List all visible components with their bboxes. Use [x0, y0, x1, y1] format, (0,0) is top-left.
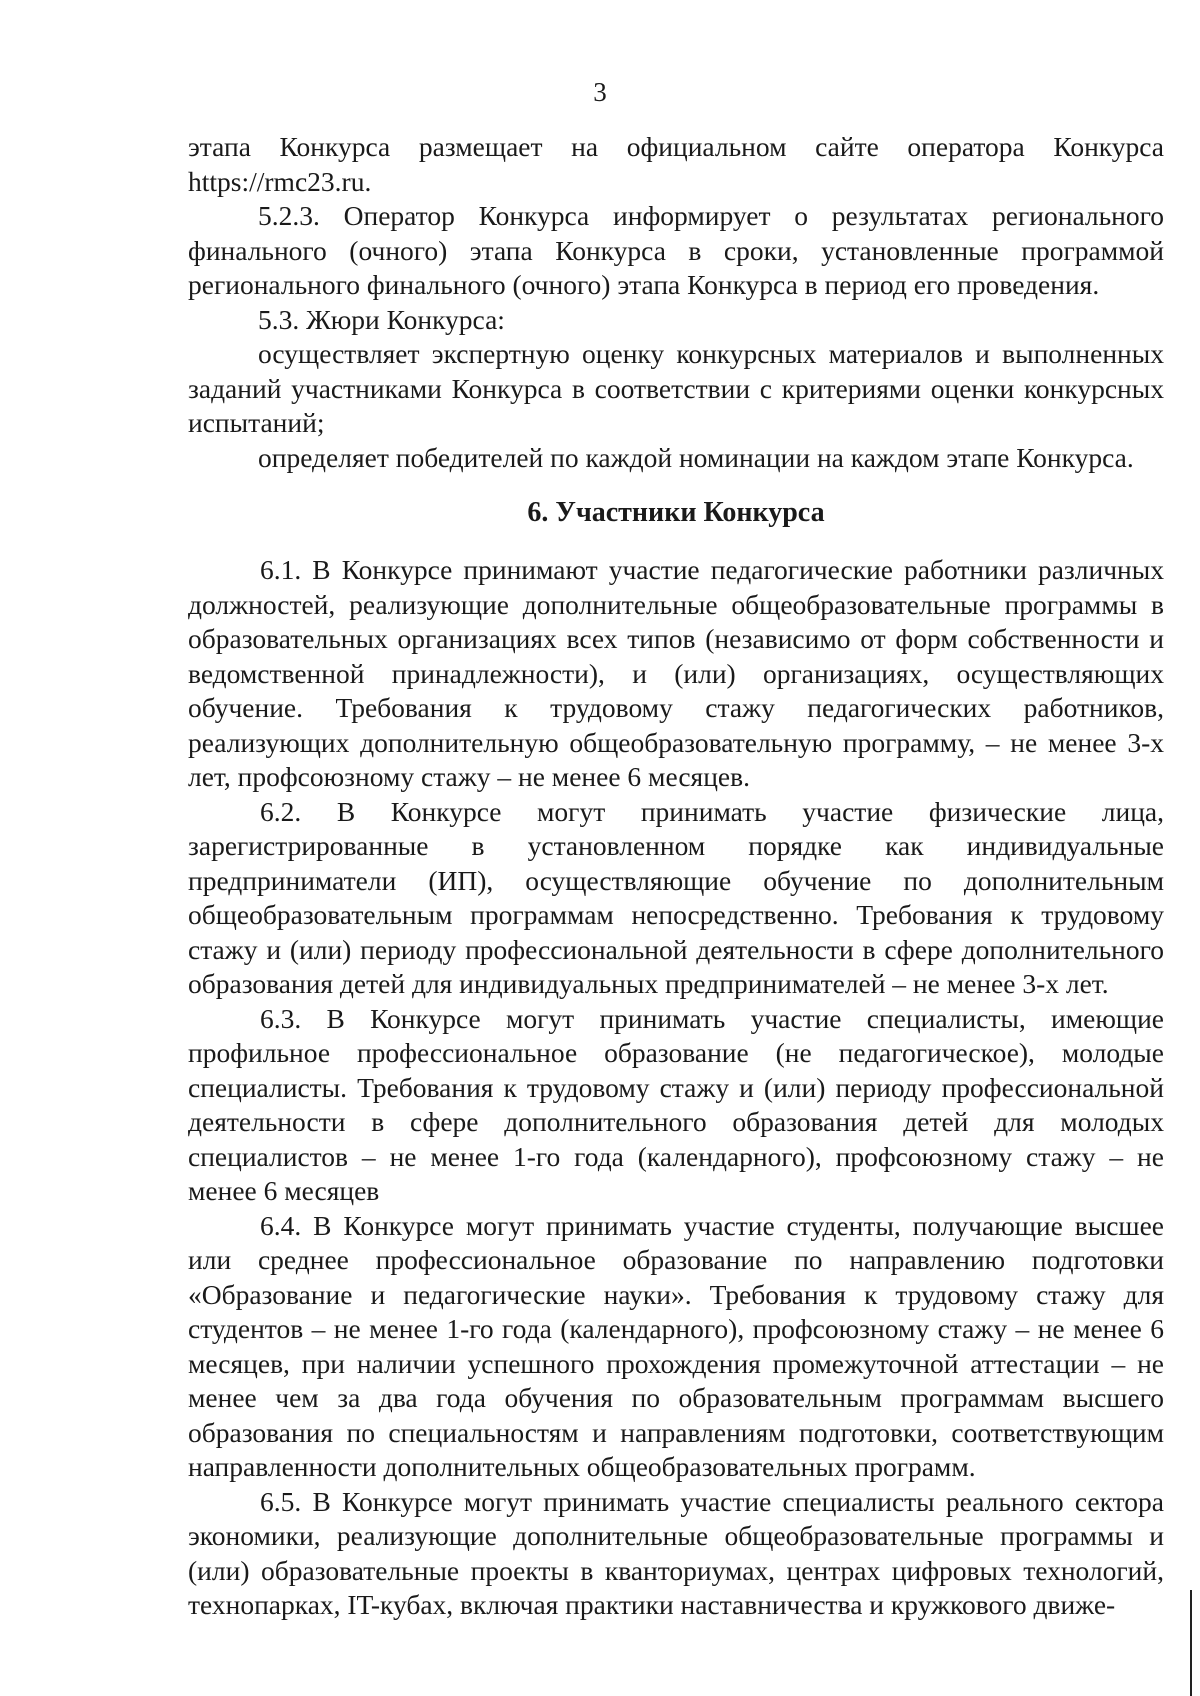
document-body: [188, 130, 1164, 1623]
section-title: 6. Участники Конкурса: [527, 497, 825, 528]
paragraph-6-2: 6.2. В Конкурсе могут принимать участие физические лица, зарегистрированные в установленном порядке как индивидуальные предприниматели (ИП), осуществляющие обучение по дополнительным общеобразовательным программам непосредственно. Требования к трудовому стажу и (или) периоду профессиональной деятельности в сфере дополнительного образования детей для индивидуальных предпринимателей – не менее 3-х лет.: [188, 795, 1164, 999]
page-number: 3: [593, 77, 607, 107]
paragraph-5-2-3: 5.2.3. Оператор Конкурса информирует о результатах регионального финального (очного) этапа Конкурса в сроки, установленные программой регионального финального (очного) этапа Конкурса в период его проведения.: [188, 200, 1164, 300]
paragraph-6-1: 6.1. В Конкурсе принимают участие педагогические работники различных должностей, реализующие дополнительные общеобразовательные программы в образовательных организациях всех типов (независимо от форм собственности и ведомственной принадлежности), и (или) организациях, осуществляющих обучение. Требования к трудовому стажу педагогических работников, реализующих дополнительную общеобразовательную программу, – не менее 3-х лет, профсоюзному стажу – не менее 6 месяцев.: [188, 554, 1164, 792]
paragraph-intro: этапа Конкурса размещает на официальном сайте оператора Конкурса https://rmc23.ru.: [188, 131, 1164, 197]
paragraph-6-3: 6.3. В Конкурсе могут принимать участие специалисты, имеющие профильное профессиональное образование (не педагогическое), молодые специалисты. Требования к трудовому стажу и (или) периоду профессиональной деятельности в сфере дополнительного образования детей для молодых специалистов – не менее 1-го года (календарного), профсоюзному стажу – не менее 6 месяцев: [188, 1002, 1164, 1206]
paragraph-6-5: 6.5. В Конкурсе могут принимать участие специалисты реального сектора экономики, реализующие дополнительные общеобразовательные программы и (или) образовательные проекты в кванториумах, центрах цифровых технологий, технопарках, IT-кубах, включая практики наставничества и кружкового движе-: [188, 1485, 1164, 1620]
paragraph-5-3: 5.3. Жюри Конкурса:: [258, 303, 505, 335]
paragraph-5-3-expert-evaluation: осуществляет экспертную оценку конкурсных материалов и выполненных заданий участниками Конкурса в соответствии с критериями оценки конкурсных испытаний;: [188, 338, 1164, 438]
scan-edge-line: [1190, 1590, 1192, 1696]
paragraph-6-4: 6.4. В Конкурсе могут принимать участие студенты, получающие высшее или среднее профессиональное образование по направлению подготовки «Образование и педагогические науки». Требования к трудовому стажу для студентов – не менее 1-го года (календарного), профсоюзному стажу – не менее 6 месяцев, при наличии успешного прохождения промежуточной аттестации – не менее чем за два года обучения по образовательным программам высшего образования по специальностям и направлениям подготовки, соответствующим направленности дополнительных общеобразовательных программ.: [188, 1209, 1164, 1482]
paragraph-5-3-winners: определяет победителей по каждой номинации на каждом этапе Конкурса.: [258, 441, 1134, 473]
